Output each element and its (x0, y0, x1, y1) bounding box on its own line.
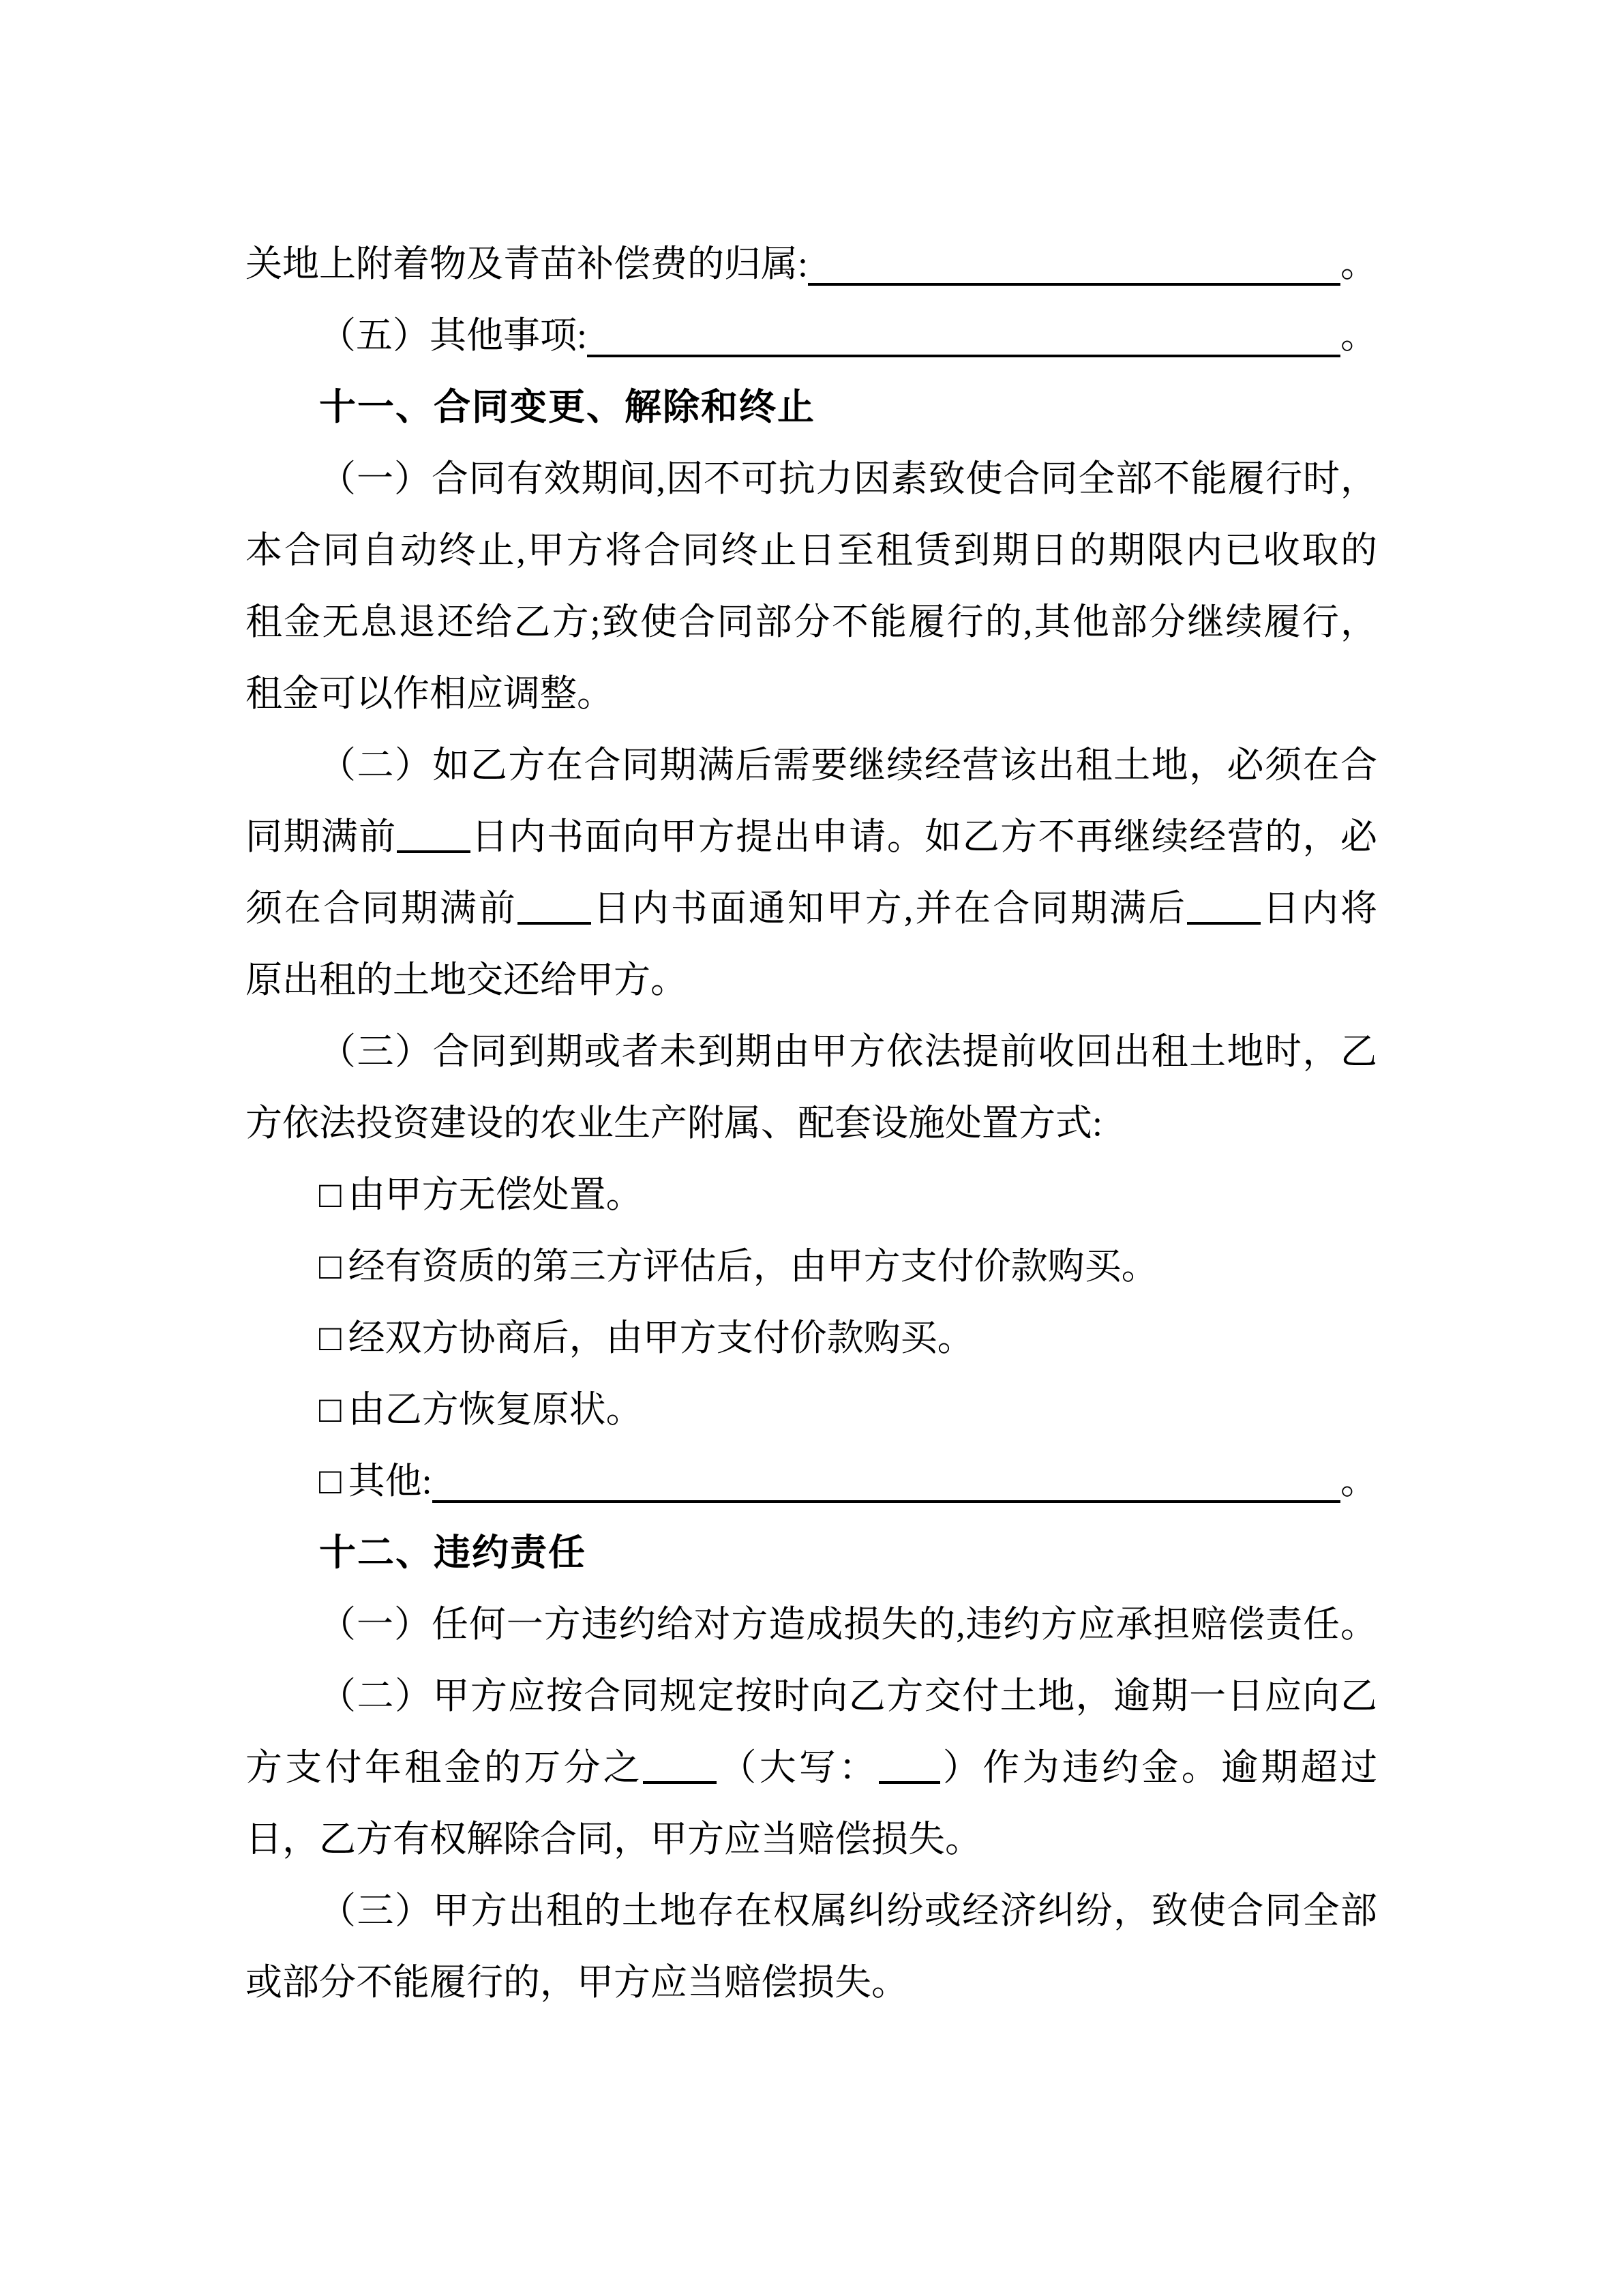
paragraph-line: （三）甲方出租的土地存在权属纠纷或经济纠纷，致使合同全部 (319, 1890, 1377, 1931)
contract-text-block (245, 228, 1377, 2018)
section-heading-12: 十二、违约责任 (319, 1532, 586, 1573)
blank-field-long[interactable] (432, 1446, 1340, 1503)
blank-field[interactable] (1187, 885, 1261, 925)
line-attachment-ownership (245, 228, 1377, 300)
blank-field[interactable] (879, 1744, 940, 1784)
line-text: ）作为违约金。逾期超过 (940, 1747, 1378, 1788)
blank-field[interactable] (517, 885, 591, 925)
checkbox-icon[interactable]: □ (319, 1246, 342, 1287)
checkbox-option (245, 1374, 1377, 1446)
line-with-blank (245, 801, 1377, 873)
line-with-blank (245, 1732, 1377, 1804)
paragraph-line: （一）合同有效期间,因不可抗力因素致使合同全部不能履行时， (319, 458, 1377, 499)
checkbox-label: 由乙方恢复原状。 (348, 1389, 643, 1430)
period: 。 (1340, 315, 1377, 356)
checkbox-label: 经双方协商后，由甲方支付价款购买。 (348, 1317, 974, 1358)
line-with-blank (245, 873, 1377, 944)
line-other-matters (245, 300, 1377, 372)
checkbox-icon[interactable]: □ (319, 1317, 342, 1358)
line-text: 日内书面向甲方提出申请。如乙方不再继续经营的，必 (470, 816, 1378, 857)
line-text: 日内将 (1261, 888, 1378, 929)
checkbox-label: 其他: (348, 1461, 432, 1502)
paragraph-line: （二）甲方应按合同规定按时向乙方交付土地，逾期一日应向乙 (319, 1675, 1377, 1716)
line-text: （五）其他事项: (319, 315, 588, 356)
line-text: 同期满前 (245, 816, 397, 857)
checkbox-label: 由甲方无偿处置。 (348, 1174, 643, 1215)
line-text: 须在合同期满前 (245, 888, 517, 929)
blank-field-long[interactable] (808, 228, 1340, 286)
blank-field[interactable] (643, 1744, 717, 1784)
checkbox-icon[interactable]: □ (319, 1389, 342, 1430)
paragraph-line: （三）合同到期或者未到期由甲方依法提前收回出租土地时，乙 (319, 1031, 1377, 1072)
section-heading-11: 十一、合同变更、解除和终止 (319, 387, 815, 428)
paragraph-line: 租金无息退还给乙方;致使合同部分不能履行的,其他部分继续履行， (245, 601, 1377, 642)
paragraph-line: 原出租的土地交还给甲方。 (245, 959, 687, 1000)
checkbox-option (245, 1231, 1377, 1302)
blank-field-long[interactable] (587, 300, 1340, 357)
paragraph-line: （二）如乙方在合同期满后需要继续经营该出租土地，必须在合 (319, 745, 1377, 786)
checkbox-icon[interactable]: □ (319, 1174, 342, 1215)
period: 。 (1340, 1461, 1377, 1502)
line-text: （大写： (717, 1747, 879, 1788)
period: 。 (1340, 243, 1377, 284)
checkbox-option (245, 1159, 1377, 1231)
line-text: 日内书面通知甲方,并在合同期满后 (590, 888, 1188, 929)
paragraph-line: 或部分不能履行的，甲方应当赔偿损失。 (245, 1962, 908, 2003)
paragraph-line: 日，乙方有权解除合同，甲方应当赔偿损失。 (245, 1819, 982, 1860)
line-text: 关地上附着物及青苗补偿费的归属: (245, 243, 809, 284)
checkbox-icon[interactable]: □ (319, 1461, 342, 1502)
paragraph-line: （一）任何一方违约给对方造成损失的,违约方应承担赔偿责任。 (319, 1604, 1377, 1645)
checkbox-label: 经有资质的第三方评估后，由甲方支付价款购买。 (348, 1246, 1158, 1287)
checkbox-option (245, 1302, 1377, 1374)
checkbox-option-other (245, 1446, 1377, 1517)
paragraph-line: 本合同自动终止,甲方将合同终止日至租赁到期日的期限内已收取的 (245, 530, 1377, 571)
paragraph-line: 方依法投资建设的农业生产附属、配套设施处置方式: (245, 1103, 1103, 1144)
line-text: 方支付年租金的万分之 (245, 1747, 644, 1788)
blank-field[interactable] (397, 814, 470, 853)
paragraph-line: 租金可以作相应调整。 (245, 673, 614, 714)
